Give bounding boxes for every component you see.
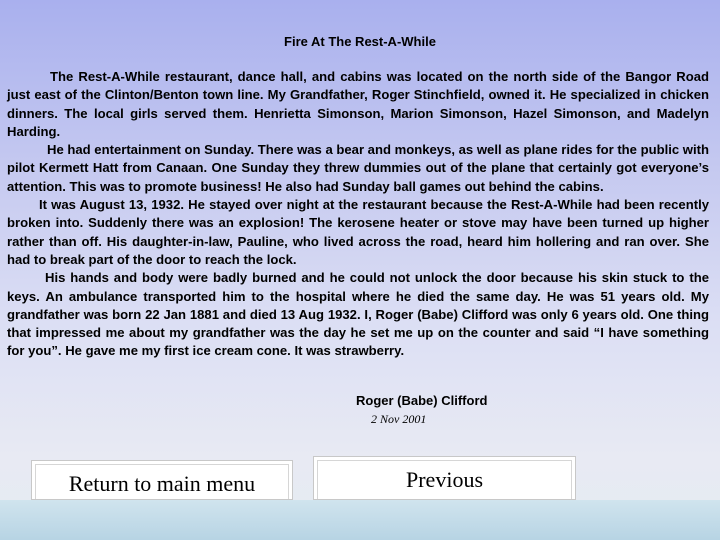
page-title: Fire At The Rest-A-While xyxy=(284,34,436,49)
paragraph: He had entertainment on Sunday. There was a bear and monkeys, as well as plane rides for the public with pilot Kermett Hatt from Canaan. One Sunday they threw dummies out of the plane that certainly got everyone’s attention. This was to promote business! He also had Sunday ball games out behind the cabins. xyxy=(7,142,709,194)
footer-bar xyxy=(0,500,720,540)
previous-label: Previous xyxy=(406,467,483,492)
paragraph: His hands and body were badly burned and he could not unlock the door because his skin stuck to the keys. An ambulance transported him to the hospital where he died the same day. He was 51 years old. My grandfather was born 22 Jan 1881 and died 13 Aug 1932. I, Roger (Babe) Clifford was only 6 years old. One thing that impressed me about my grandfather was the day he set me up on the counter and said “I have something for you”. He gave me my first ice cream cone. It was strawberry. xyxy=(7,270,709,359)
story-text xyxy=(7,68,709,361)
return-to-main-menu-label: Return to main menu xyxy=(68,471,256,496)
signature-date: 2 Nov 2001 xyxy=(371,412,427,426)
signature-name: Roger (Babe) Clifford xyxy=(356,393,488,408)
paragraph: The Rest-A-While restaurant, dance hall, and cabins was located on the north side of the Bangor Road just east of the Clinton/Benton town line. My Grandfather, Roger Stinchfield, owned it. He specialized in chicken dinners. The local girls served them. Henrietta Simonson, Marion Simonson, Hazel Simonson, and Madelyn Harding. xyxy=(7,69,709,139)
return-to-main-menu-button[interactable] xyxy=(31,460,293,500)
previous-button[interactable] xyxy=(313,456,576,500)
paragraph: It was August 13, 1932. He stayed over night at the restaurant because the Rest-A-While had been recently broken into. Suddenly there was an explosion! The kerosene heater or stove may have been turned up higher rather than off. His daughter-in-law, Pauline, who lived across the road, heard him hollering and ran over. She had to break part of the door to reach the lock. xyxy=(7,197,709,267)
